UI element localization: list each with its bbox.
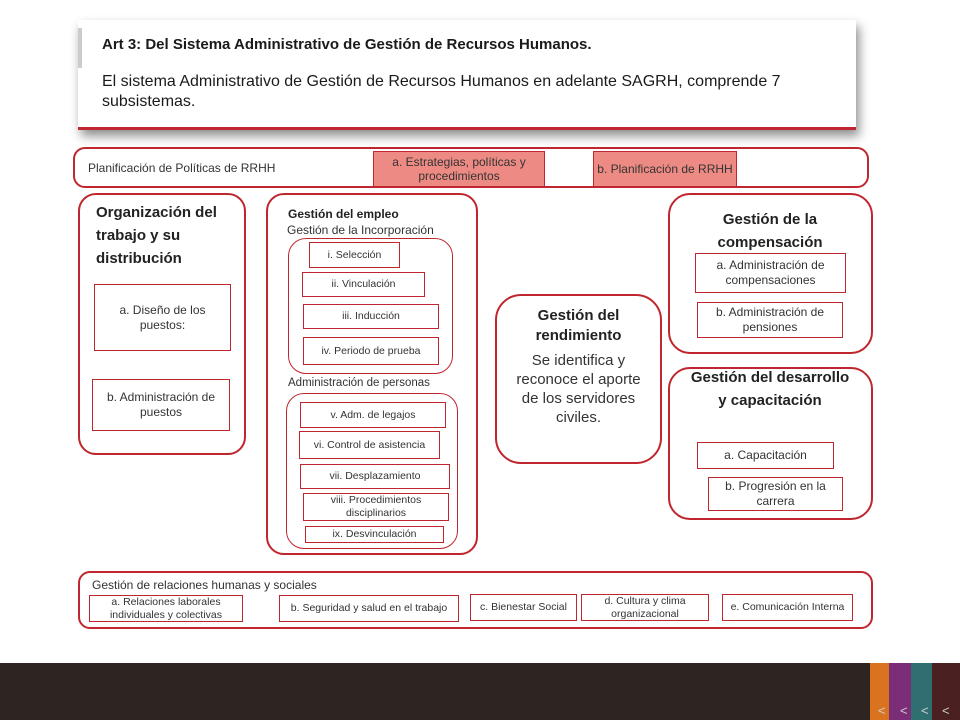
nav-chevron-left-icon[interactable]: <	[878, 703, 886, 718]
desarrollo-item-b: b. Progresión en la carrera	[708, 477, 843, 511]
relaciones-item: c. Bienestar Social	[470, 594, 577, 621]
relaciones-item: d. Cultura y clima organizacional	[581, 594, 709, 621]
rendimiento-title: Gestión del rendimiento	[535, 307, 622, 344]
relaciones-item: e. Comunicación Interna	[722, 594, 853, 621]
relaciones-item: b. Seguridad y salud en el trabajo	[279, 595, 459, 622]
relaciones-label: Gestión de relaciones humanas y sociales	[92, 578, 317, 592]
incorporacion-item: i. Selección	[309, 242, 400, 268]
administracion-item: ix. Desvinculación	[305, 526, 444, 543]
incorporacion-item: iv. Periodo de prueba	[303, 337, 439, 365]
planificacion-label: Planificación de Políticas de RRHH	[88, 161, 276, 175]
empleo-title: Gestión del empleo	[288, 207, 399, 221]
planificacion-item-a: a. Estrategias, políticas y procedimientos	[373, 151, 545, 187]
organizacion-item-a: a. Diseño de los puestos:	[94, 284, 231, 351]
incorporacion-label: Gestión de la Incorporación	[287, 223, 434, 237]
header-card	[78, 20, 856, 130]
desarrollo-item-a: a. Capacitación	[697, 442, 834, 469]
administracion-item: viii. Procedimientos disciplinarios	[303, 493, 449, 521]
administracion-item: vi. Control de asistencia	[299, 431, 440, 459]
nav-chevron-left-icon[interactable]: <	[900, 703, 908, 718]
header-accent	[78, 28, 82, 68]
administracion-item: v. Adm. de legajos	[300, 402, 446, 428]
rendimiento-text: Se identifica y reconoce el aporte de los servidores civiles.	[516, 352, 641, 426]
nav-chevron-left-icon[interactable]: <	[921, 703, 929, 718]
planificacion-item-b: b. Planificación de RRHH	[593, 151, 737, 187]
compensacion-title: Gestión de la compensación	[717, 211, 823, 251]
incorporacion-item: ii. Vinculación	[302, 272, 425, 297]
relaciones-item: a. Relaciones laborales individuales y colectivas	[89, 595, 243, 622]
organizacion-item-b: b. Administración de puestos	[92, 379, 230, 431]
administracion-item: vii. Desplazamiento	[300, 464, 450, 489]
header-description: El sistema Administrativo de Gestión de Recursos Humanos en adelante SAGRH, comprende 7 subsistemas.	[102, 73, 781, 110]
nav-chevron-left-icon[interactable]: <	[942, 703, 950, 718]
compensacion-item-a: a. Administración de compensaciones	[695, 253, 846, 293]
compensacion-item-b: b. Administración de pensiones	[697, 302, 843, 338]
desarrollo-title: Gestión del desarrollo y capacitación	[690, 369, 850, 409]
administracion-label: Administración de personas	[288, 377, 430, 389]
incorporacion-item: iii. Inducción	[303, 304, 439, 329]
footer-bar	[0, 663, 960, 720]
page-title: Art 3: Del Sistema Administrativo de Gestión de Recursos Humanos.	[102, 36, 592, 53]
organizacion-title: Organización del trabajo y su distribución	[96, 204, 217, 267]
